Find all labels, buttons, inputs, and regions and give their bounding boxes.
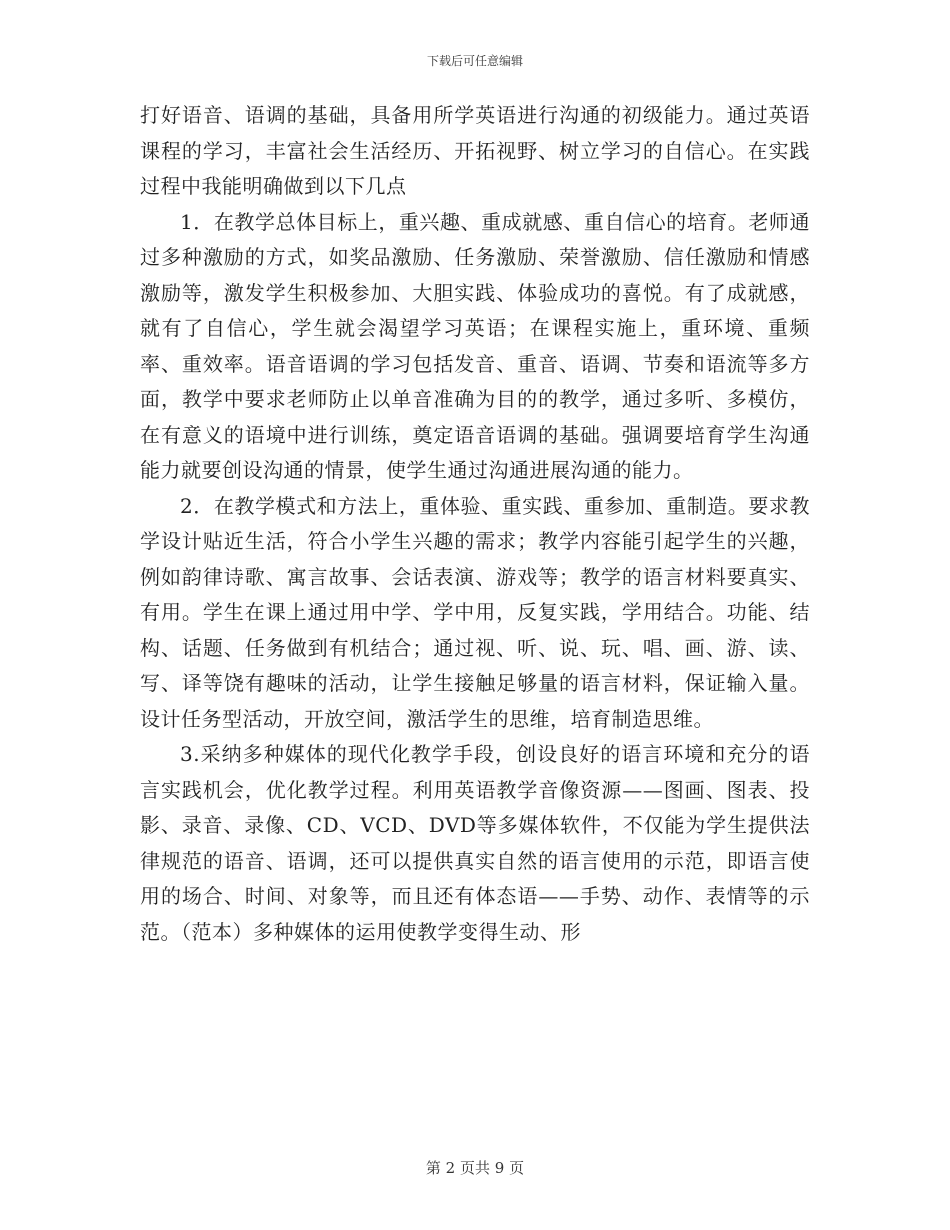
paragraph-point-2: 2．在教学模式和方法上，重体验、重实践、重参加、重制造。要求教学设计贴近生活，符合小学生兴趣的需求；教学内容能引起学生的兴趣，例如韵律诗歌、寓言故事、会话表演、游戏等；教学的语言材料要真实、有用。学生在课上通过用中学、学中用，反复实践，学用结合。功能、结构、话题、任务做到有机结合；通过视、听、说、玩、唱、画、游、读、写、译等饶有趣味的活动，让学生接触足够量的语言材料，保证输入量。设计任务型活动，开放空间，激活学生的思维，培育制造思维。 xyxy=(140,493,810,731)
paragraph-point-1: 1．在教学总体目标上，重兴趣、重成就感、重自信心的培育。老师通过多种激励的方式，如奖品激励、任务激励、荣誉激励、信任激励和情感激励等，激发学生积极参加、大胆实践、体验成功的喜悦。有了成就感，就有了自信心，学生就会渴望学习英语；在课程实施上，重环境、重频率、重效率。语音语调的学习包括发音、重音、语调、节奏和语流等多方面，教学中要求老师防止以单音准确为目的的教学，通过多听、多模仿，在有意义的语境中进行训练，奠定语音语调的基础。强调要培育学生沟通能力就要创设沟通的情景，使学生通过沟通进展沟通的能力。 xyxy=(140,209,810,482)
paragraph-intro: 打好语音、语调的基础，具备用所学英语进行沟通的初级能力。通过英语课程的学习，丰富社会生活经历、开拓视野、树立学习的自信心。在实践过程中我能明确做到以下几点 xyxy=(140,103,810,198)
page-footer: 第 2 页共 9 页 xyxy=(425,1159,525,1177)
body-text xyxy=(140,98,810,950)
paragraph-point-3: 3.采纳多种媒体的现代化教学手段，创设良好的语言环境和充分的语言实践机会，优化教学过程。利用英语教学音像资源——图画、图表、投影、录音、录像、CD、VCD、DVD等多媒体软件，不仅能为学生提供法律规范的语音、语调，还可以提供真实自然的语言使用的示范，即语言使用的场合、时间、对象等，而且还有体态语——手势、动作、表情等的示范。（范本）多种媒体的运用使教学变得生动、形 xyxy=(140,742,810,944)
page-header: 下载后可任意编辑 xyxy=(426,54,523,68)
